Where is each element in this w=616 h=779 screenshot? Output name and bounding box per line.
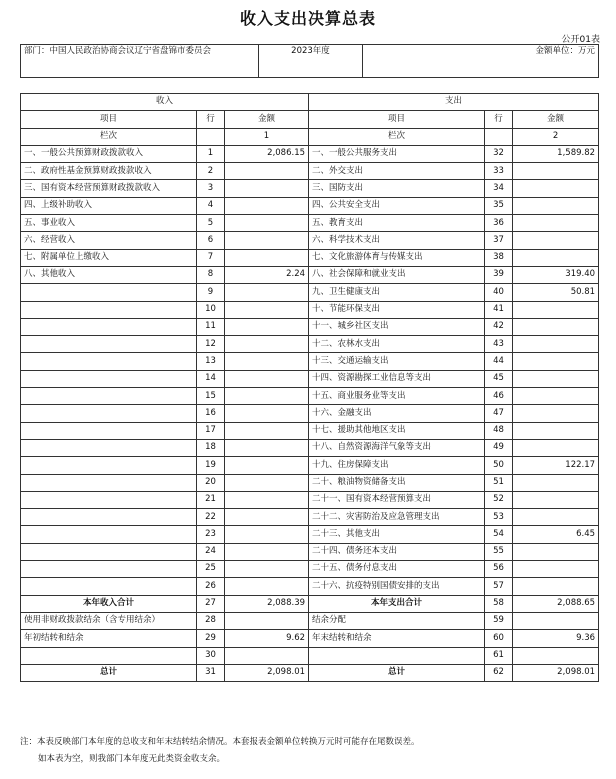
income-amount-header: 金额 xyxy=(225,111,309,128)
amount-unit: 金额单位：万元 xyxy=(363,45,599,78)
income-item xyxy=(21,543,197,560)
expense-line: 55 xyxy=(485,543,513,560)
income-amount xyxy=(225,249,309,266)
income-item xyxy=(21,457,197,474)
expense-line: 42 xyxy=(485,318,513,335)
income-line: 27 xyxy=(197,595,225,612)
table-row xyxy=(21,647,599,664)
income-line: 13 xyxy=(197,353,225,370)
expense-amount xyxy=(513,491,599,508)
income-col-index-label: 栏次 xyxy=(21,128,197,145)
income-line: 30 xyxy=(197,647,225,664)
income-item xyxy=(21,336,197,353)
income-amount xyxy=(225,284,309,301)
income-item xyxy=(21,422,197,439)
income-amount xyxy=(225,647,309,664)
income-item: 四、上级补助收入 xyxy=(21,197,197,214)
income-item-header: 项目 xyxy=(21,111,197,128)
page-title: 收入支出决算总表 xyxy=(239,9,376,28)
expense-amount xyxy=(513,336,599,353)
expense-item: 八、社会保障和就业支出 xyxy=(309,266,485,283)
table-row xyxy=(21,163,599,180)
expense-amount xyxy=(513,509,599,526)
income-item: 总计 xyxy=(21,664,197,681)
expense-amount xyxy=(513,163,599,180)
expense-item: 十三、交通运输支出 xyxy=(309,353,485,370)
expense-item: 九、卫生健康支出 xyxy=(309,284,485,301)
expense-item: 一、一般公共服务支出 xyxy=(309,145,485,162)
income-amount xyxy=(225,578,309,595)
expense-item: 十六、金融支出 xyxy=(309,405,485,422)
expense-amount xyxy=(513,405,599,422)
expense-line: 40 xyxy=(485,284,513,301)
expense-line: 58 xyxy=(485,595,513,612)
income-amount xyxy=(225,457,309,474)
expense-item-header: 项目 xyxy=(309,111,485,128)
table-row xyxy=(21,215,599,232)
income-item xyxy=(21,526,197,543)
expense-line: 32 xyxy=(485,145,513,162)
income-line: 26 xyxy=(197,578,225,595)
expense-item: 二十二、灾害防治及应急管理支出 xyxy=(309,509,485,526)
income-item: 五、事业收入 xyxy=(21,215,197,232)
expense-item: 十四、资源勘探工业信息等支出 xyxy=(309,370,485,387)
expense-line: 47 xyxy=(485,405,513,422)
income-expense-table xyxy=(20,93,599,682)
table-row xyxy=(21,491,599,508)
income-item xyxy=(21,647,197,664)
income-line: 25 xyxy=(197,561,225,578)
income-line: 23 xyxy=(197,526,225,543)
expense-item: 三、国防支出 xyxy=(309,180,485,197)
table-row xyxy=(21,509,599,526)
income-section-header: 收入 xyxy=(21,94,309,111)
income-line: 22 xyxy=(197,509,225,526)
table-row xyxy=(21,249,599,266)
expense-amount xyxy=(513,370,599,387)
table-row xyxy=(21,474,599,491)
expense-amount xyxy=(513,422,599,439)
table-row xyxy=(21,595,599,612)
income-amount xyxy=(225,439,309,456)
table-row xyxy=(21,232,599,249)
income-line: 28 xyxy=(197,612,225,629)
expense-item: 本年支出合计 xyxy=(309,595,485,612)
income-item xyxy=(21,578,197,595)
income-col-index-line xyxy=(197,128,225,145)
expense-line: 51 xyxy=(485,474,513,491)
expense-line: 45 xyxy=(485,370,513,387)
expense-line: 34 xyxy=(485,180,513,197)
income-line: 3 xyxy=(197,180,225,197)
expense-line: 62 xyxy=(485,664,513,681)
expense-item: 七、文化旅游体育与传媒支出 xyxy=(309,249,485,266)
expense-item: 二十一、国有资本经营预算支出 xyxy=(309,491,485,508)
expense-amount: 319.40 xyxy=(513,266,599,283)
income-amount xyxy=(225,405,309,422)
income-col-index-number: 1 xyxy=(225,128,309,145)
income-item xyxy=(21,318,197,335)
expense-line: 56 xyxy=(485,561,513,578)
income-line: 31 xyxy=(197,664,225,681)
income-amount xyxy=(225,491,309,508)
expense-line: 54 xyxy=(485,526,513,543)
income-line-header: 行 xyxy=(197,111,225,128)
income-line: 14 xyxy=(197,370,225,387)
note-line-2: 如本表为空，则我部门本年度无此类资金收支余。 xyxy=(38,754,226,764)
expense-line: 33 xyxy=(485,163,513,180)
expense-amount xyxy=(513,612,599,629)
expense-line: 52 xyxy=(485,491,513,508)
income-amount xyxy=(225,318,309,335)
income-line: 1 xyxy=(197,145,225,162)
income-item: 六、经营收入 xyxy=(21,232,197,249)
expense-amount xyxy=(513,197,599,214)
income-line: 17 xyxy=(197,422,225,439)
income-line: 21 xyxy=(197,491,225,508)
income-item: 七、附属单位上缴收入 xyxy=(21,249,197,266)
income-amount xyxy=(225,509,309,526)
expense-line: 50 xyxy=(485,457,513,474)
expense-amount xyxy=(513,318,599,335)
expense-amount: 1,589.82 xyxy=(513,145,599,162)
expense-line: 37 xyxy=(485,232,513,249)
expense-col-index-number: 2 xyxy=(513,128,599,145)
income-amount xyxy=(225,612,309,629)
expense-item: 总计 xyxy=(309,664,485,681)
expense-item: 二十、粮油物资储备支出 xyxy=(309,474,485,491)
income-line: 24 xyxy=(197,543,225,560)
income-item xyxy=(21,491,197,508)
table-row xyxy=(21,457,599,474)
income-amount: 9.62 xyxy=(225,630,309,647)
expense-item: 十七、援助其他地区支出 xyxy=(309,422,485,439)
income-amount xyxy=(225,388,309,405)
expense-line: 41 xyxy=(485,301,513,318)
expense-col-index-label: 栏次 xyxy=(309,128,485,145)
expense-line: 49 xyxy=(485,439,513,456)
income-line: 6 xyxy=(197,232,225,249)
income-line: 11 xyxy=(197,318,225,335)
expense-item: 五、教育支出 xyxy=(309,215,485,232)
expense-amount: 2,098.01 xyxy=(513,664,599,681)
income-item: 二、政府性基金预算财政拨款收入 xyxy=(21,163,197,180)
expense-amount xyxy=(513,232,599,249)
table-row xyxy=(21,353,599,370)
form-number: 公开01表 xyxy=(561,35,600,45)
expense-item xyxy=(309,647,485,664)
income-item xyxy=(21,353,197,370)
table-row xyxy=(21,526,599,543)
expense-amount xyxy=(513,249,599,266)
income-item: 本年收入合计 xyxy=(21,595,197,612)
income-amount xyxy=(225,215,309,232)
income-line: 12 xyxy=(197,336,225,353)
expense-item: 十、节能环保支出 xyxy=(309,301,485,318)
income-item: 一、一般公共预算财政拨款收入 xyxy=(21,145,197,162)
expense-amount: 9.36 xyxy=(513,630,599,647)
income-amount xyxy=(225,163,309,180)
table-row xyxy=(21,422,599,439)
table-row xyxy=(21,370,599,387)
expense-item: 十一、城乡社区支出 xyxy=(309,318,485,335)
income-amount xyxy=(225,180,309,197)
income-item: 年初结转和结余 xyxy=(21,630,197,647)
income-item: 使用非财政拨款结余（含专用结余） xyxy=(21,612,197,629)
expense-amount xyxy=(513,180,599,197)
income-line: 10 xyxy=(197,301,225,318)
expense-item: 二十六、抗疫特别国债安排的支出 xyxy=(309,578,485,595)
income-amount xyxy=(225,370,309,387)
expense-amount xyxy=(513,647,599,664)
income-amount xyxy=(225,474,309,491)
expense-line: 59 xyxy=(485,612,513,629)
income-amount xyxy=(225,232,309,249)
expense-line: 38 xyxy=(485,249,513,266)
expense-col-index-line xyxy=(485,128,513,145)
table-row xyxy=(21,284,599,301)
income-item xyxy=(21,509,197,526)
income-amount xyxy=(225,543,309,560)
income-item xyxy=(21,284,197,301)
income-item xyxy=(21,388,197,405)
table-row xyxy=(21,612,599,629)
income-item: 三、国有资本经营预算财政拨款收入 xyxy=(21,180,197,197)
income-line: 29 xyxy=(197,630,225,647)
income-item xyxy=(21,405,197,422)
income-amount xyxy=(225,197,309,214)
income-amount xyxy=(225,301,309,318)
expense-amount xyxy=(513,439,599,456)
income-item xyxy=(21,370,197,387)
income-item: 八、其他收入 xyxy=(21,266,197,283)
expense-line: 53 xyxy=(485,509,513,526)
income-line: 2 xyxy=(197,163,225,180)
expense-line: 36 xyxy=(485,215,513,232)
expense-amount xyxy=(513,353,599,370)
expense-line: 44 xyxy=(485,353,513,370)
department-name: 部门：中国人民政治协商会议辽宁省盘锦市委员会 xyxy=(21,45,259,78)
expense-line: 60 xyxy=(485,630,513,647)
table-row xyxy=(21,145,599,162)
table-row xyxy=(21,318,599,335)
expense-line: 61 xyxy=(485,647,513,664)
expense-item: 二十五、债务付息支出 xyxy=(309,561,485,578)
expense-amount: 6.45 xyxy=(513,526,599,543)
expense-item: 六、科学技术支出 xyxy=(309,232,485,249)
expense-amount xyxy=(513,561,599,578)
table-row xyxy=(21,197,599,214)
income-amount xyxy=(225,336,309,353)
income-line: 5 xyxy=(197,215,225,232)
income-line: 16 xyxy=(197,405,225,422)
table-row xyxy=(21,388,599,405)
expense-amount: 2,088.65 xyxy=(513,595,599,612)
income-item xyxy=(21,474,197,491)
expense-item: 二、外交支出 xyxy=(309,163,485,180)
expense-line: 39 xyxy=(485,266,513,283)
income-amount xyxy=(225,422,309,439)
income-item xyxy=(21,439,197,456)
income-item xyxy=(21,561,197,578)
income-amount: 2.24 xyxy=(225,266,309,283)
expense-line: 48 xyxy=(485,422,513,439)
table-row xyxy=(21,405,599,422)
income-amount: 2,086.15 xyxy=(225,145,309,162)
expense-amount: 50.81 xyxy=(513,284,599,301)
table-row xyxy=(21,664,599,681)
header-info-table xyxy=(20,44,599,78)
expense-item: 结余分配 xyxy=(309,612,485,629)
table-row xyxy=(21,578,599,595)
expense-amount xyxy=(513,388,599,405)
expense-line: 43 xyxy=(485,336,513,353)
table-row xyxy=(21,336,599,353)
expense-item: 四、公共安全支出 xyxy=(309,197,485,214)
income-item xyxy=(21,301,197,318)
expense-line: 35 xyxy=(485,197,513,214)
expense-item: 十九、住房保障支出 xyxy=(309,457,485,474)
income-line: 15 xyxy=(197,388,225,405)
expense-item: 十八、自然资源海洋气象等支出 xyxy=(309,439,485,456)
income-line: 18 xyxy=(197,439,225,456)
income-line: 8 xyxy=(197,266,225,283)
expense-section-header: 支出 xyxy=(309,94,599,111)
expense-item: 十二、农林水支出 xyxy=(309,336,485,353)
expense-line: 46 xyxy=(485,388,513,405)
table-row xyxy=(21,266,599,283)
expense-amount xyxy=(513,578,599,595)
table-row xyxy=(21,301,599,318)
income-amount xyxy=(225,526,309,543)
expense-amount: 122.17 xyxy=(513,457,599,474)
expense-amount xyxy=(513,215,599,232)
income-amount: 2,088.39 xyxy=(225,595,309,612)
fiscal-year: 2023年度 xyxy=(259,45,363,78)
expense-line-header: 行 xyxy=(485,111,513,128)
income-amount: 2,098.01 xyxy=(225,664,309,681)
expense-item: 十五、商业服务业等支出 xyxy=(309,388,485,405)
table-row xyxy=(21,439,599,456)
expense-amount xyxy=(513,301,599,318)
income-amount xyxy=(225,561,309,578)
income-line: 9 xyxy=(197,284,225,301)
expense-line: 57 xyxy=(485,578,513,595)
income-line: 7 xyxy=(197,249,225,266)
income-line: 4 xyxy=(197,197,225,214)
income-line: 20 xyxy=(197,474,225,491)
note-line-1: 注：本表反映部门本年度的总收支和年末结转结余情况。本套报表金额单位转换万元时可能存在尾数误差。 xyxy=(20,737,420,747)
table-row xyxy=(21,543,599,560)
expense-item: 年末结转和结余 xyxy=(309,630,485,647)
table-row xyxy=(21,180,599,197)
expense-item: 二十四、债务还本支出 xyxy=(309,543,485,560)
table-row xyxy=(21,561,599,578)
table-row xyxy=(21,630,599,647)
expense-amount-header: 金额 xyxy=(513,111,599,128)
expense-amount xyxy=(513,543,599,560)
income-amount xyxy=(225,353,309,370)
income-line: 19 xyxy=(197,457,225,474)
expense-item: 二十三、其他支出 xyxy=(309,526,485,543)
expense-amount xyxy=(513,474,599,491)
